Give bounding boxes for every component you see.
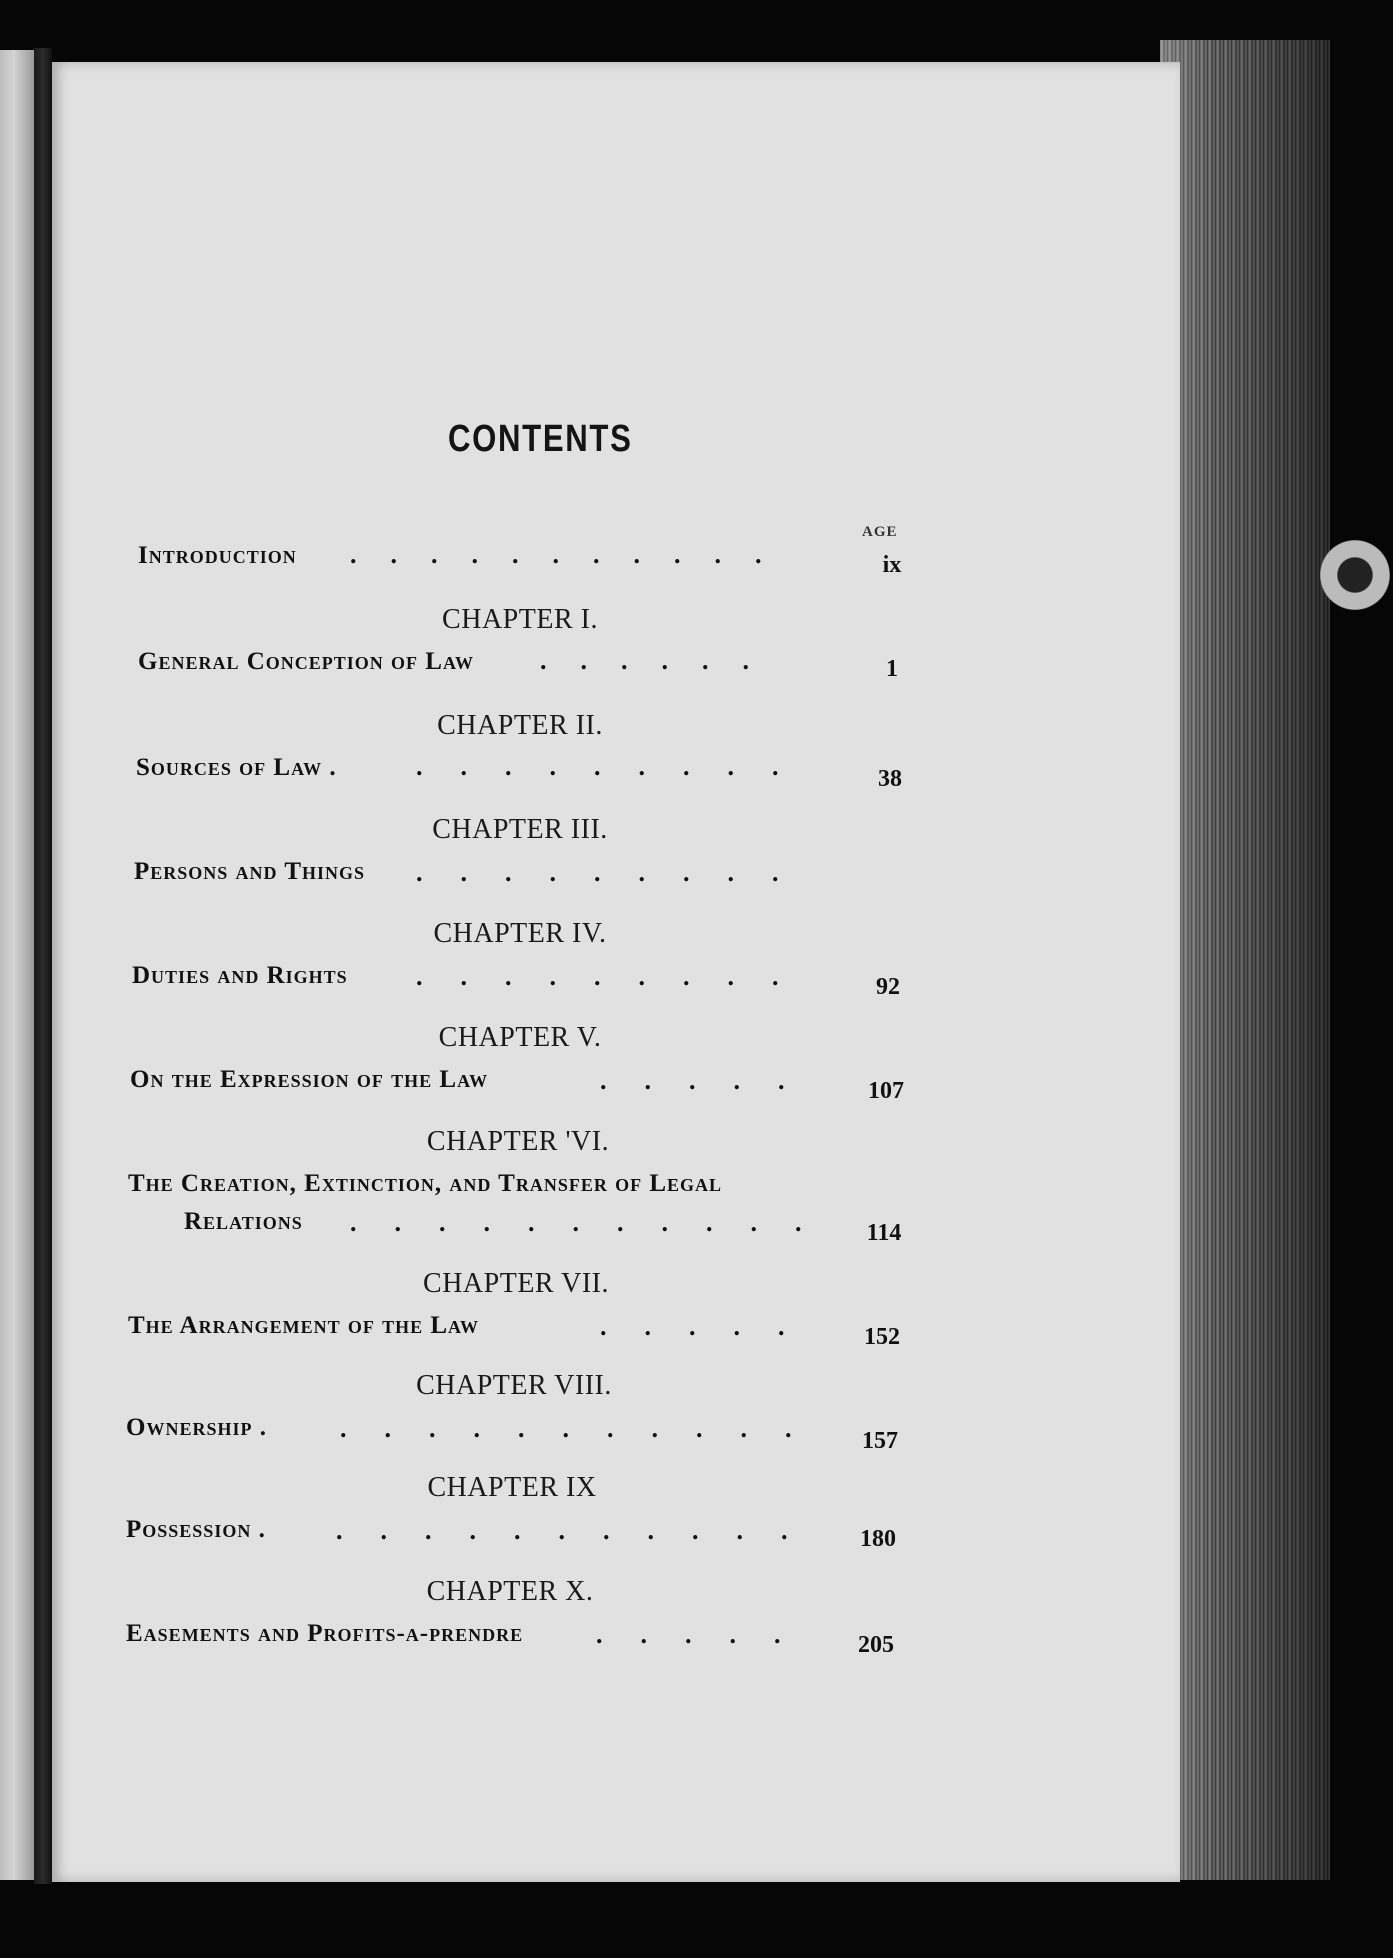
page-title: CONTENTS <box>448 418 633 460</box>
chapter-heading: CHAPTER VII. <box>423 1268 609 1299</box>
page-number: 1 <box>886 656 898 682</box>
chapter-heading: CHAPTER I. <box>442 604 598 635</box>
leader-dots: ..... <box>600 1066 823 1095</box>
leader-dots: ......... <box>416 962 817 991</box>
leader-dots: ........... <box>336 1516 826 1545</box>
chapter-heading: CHAPTER V. <box>438 1022 602 1053</box>
toc-entry: The Creation, Extinction, and Transfer of Legal <box>128 1170 723 1197</box>
leader-dots: ......... <box>416 752 817 781</box>
leader-dots: ......... <box>416 858 817 887</box>
page-number: 114 <box>866 1220 902 1246</box>
leader-dots: ........... <box>350 1208 840 1237</box>
page-column-header: AGE <box>862 524 898 540</box>
chapter-heading: CHAPTER II. <box>437 710 603 741</box>
toc-entry: Persons and Things <box>134 858 366 885</box>
page-number: 152 <box>864 1324 900 1350</box>
toc-entry: Sources of Law . <box>136 754 337 781</box>
leader-dots: ..... <box>600 1312 823 1341</box>
page-number: 38 <box>878 766 902 792</box>
leader-dots: ........... <box>340 1414 830 1443</box>
chapter-heading: CHAPTER 'VI. <box>426 1126 610 1157</box>
toc-entry: Duties and Rights <box>132 962 348 989</box>
page-number: 107 <box>868 1078 904 1104</box>
chapter-heading: CHAPTER VIII. <box>416 1370 612 1401</box>
leader-dots: ..... <box>596 1620 819 1649</box>
page-number: 157 <box>862 1428 898 1454</box>
toc-entry: Possession . <box>126 1516 266 1543</box>
page-number: 92 <box>876 974 900 1000</box>
chapter-heading: CHAPTER IX <box>427 1472 597 1503</box>
chapter-heading: CHAPTER III. <box>432 814 608 845</box>
chapter-heading: CHAPTER X. <box>426 1576 594 1607</box>
chapter-heading: CHAPTER IV. <box>433 918 607 949</box>
leader-dots: ...... <box>540 646 783 675</box>
toc-entry: Easements and Profits-a-prendre <box>126 1620 524 1647</box>
toc-entry-continued: Relations <box>184 1208 303 1235</box>
toc-entry-introduction: Introduction <box>138 542 297 569</box>
page-number: 205 <box>858 1632 894 1658</box>
leader-dots: ........... <box>350 540 796 569</box>
toc-entry: General Conception of Law <box>138 648 474 675</box>
toc-entry: The Arrangement of the Law <box>128 1312 480 1339</box>
toc-entry: Ownership . <box>126 1414 267 1441</box>
page-number: ix <box>882 552 902 578</box>
page-number: 180 <box>860 1526 896 1552</box>
toc-entry: On the Expression of the Law <box>130 1066 489 1093</box>
